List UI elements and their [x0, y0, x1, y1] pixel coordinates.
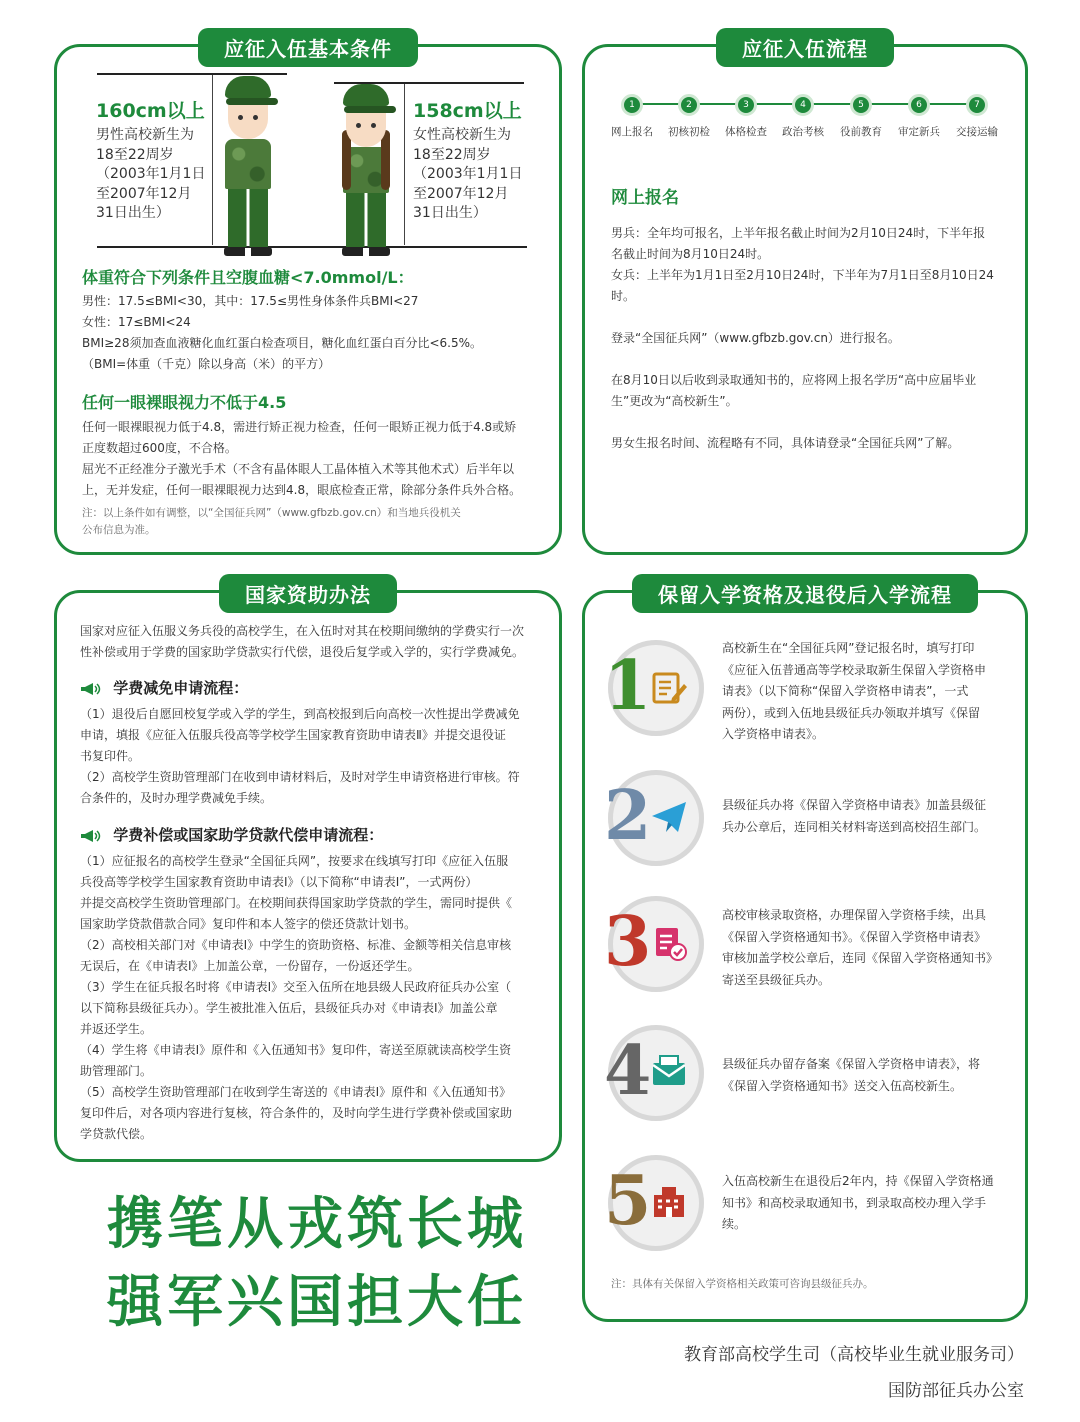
form-pen-icon: [650, 668, 688, 706]
vision-line: 上，无并发症，任何一眼裸眼视力达到4.8，眼底检查正常，除部分条件兵外合格。: [82, 483, 522, 497]
retain-line: 知书》和高校录取通知书，到录取高校办理入学手: [722, 1195, 987, 1210]
aid-h1-row: [80, 677, 248, 698]
retain-step-3-badge: [604, 896, 704, 992]
step-label: 审定新兵: [898, 126, 940, 138]
step-number: 1: [604, 646, 652, 726]
female-line: 至2007年12月: [413, 185, 509, 202]
step-dot: 1: [621, 94, 643, 116]
aid-p2-line: 并提交高校学生资助管理部门。在校期间获得国家助学贷款的学生，需同时提供《: [80, 896, 513, 910]
retain-step-5-text: [722, 1171, 1007, 1236]
online-line: 名截止时间为8月10日24时。: [611, 247, 770, 261]
retain-step-5-badge: [604, 1155, 704, 1251]
aid-p1-line: （1）退役后自愿回校复学或入学的学生，到高校报到后向高校一次性提出学费减免: [80, 707, 520, 721]
retain-line: 县级征兵办将《保留入学资格申请表》加盖县级征: [722, 798, 987, 812]
aid-p1-line: 合条件的，及时办理学费减免手续。: [80, 791, 273, 805]
aid-h2-row: [80, 824, 383, 845]
aid-intro-line: 性补偿或用于学费的国家助学贷款实行代偿，退役后复学或入学的，实行学费减免。: [80, 645, 525, 659]
online-text: [611, 223, 1011, 454]
online-line: 生”更改为“高校新生”。: [611, 394, 738, 408]
aid-p2-line: （4）学生将《申请表Ⅰ》原件和《入伍通知书》复印件，寄送至原就读高校学生资: [80, 1043, 512, 1057]
vision-line: 屈光不正经准分子激光手术（不含有晶体眼人工晶体植入术等其他术式）后半年以: [82, 462, 515, 476]
female-height-arrow: [404, 84, 405, 245]
vision-text: [82, 417, 552, 501]
retain-step-2-text: [722, 795, 1007, 838]
retain-step-1-badge: [604, 640, 704, 736]
weight-text: [82, 291, 552, 375]
online-line: 登录“全国征兵网”（www.gfbzb.gov.cn）进行报名。: [611, 331, 900, 345]
male-height-arrow: [212, 75, 213, 245]
building-icon: [650, 1183, 688, 1221]
aid-p1: [80, 704, 550, 809]
weight-line: 女性：17≤BMI<24: [82, 315, 191, 329]
aid-p1-line: 申请，填报《应征入伍服兵役高等学校学生国家教育资助申请表Ⅱ》并提交退役证: [80, 728, 506, 742]
aid-p1-line: （2）高校学生资助管理部门在收到申请材料后，及时对学生申请资格进行审核。符: [80, 770, 520, 784]
aid-intro-line: 国家对应征入伍服义务兵役的高校学生，在入伍时对其在校期间缴纳的学费实行一次: [80, 624, 525, 638]
retain-line: 高校新生在“全国征兵网”登记报名时，填写打印: [722, 641, 975, 655]
retain-line: 续。: [722, 1217, 747, 1231]
female-condition-text: [413, 126, 522, 224]
retain-line: 入伍高校新生在退役后2年内，持《保留入学资格通: [722, 1174, 994, 1188]
male-height-line: [97, 73, 287, 75]
aid-p2-line: 无误后，在《申请表Ⅰ》上加盖公章，一份留存，一份返还学生。: [80, 959, 420, 973]
retain-title: 保留入学资格及退役后入学流程: [632, 574, 978, 613]
aid-p2-line: （3）学生在征兵报名时将《申请表Ⅰ》交至入伍所在地县级人民政府征兵办公室（: [80, 980, 512, 994]
retain-line: 《保留入学资格通知书》送交入伍高校新生。: [722, 1078, 963, 1093]
retain-line: 请表》（以下简称“保留入学资格申请表”，一式: [722, 684, 969, 698]
aid-p2: [80, 851, 550, 1145]
document-check-icon: [650, 924, 688, 962]
male-line: 男性高校新生为: [96, 127, 194, 143]
slogan-line-2: 强军兴国担大任: [107, 1269, 527, 1335]
retain-line: 《保留入学资格通知书》。《保留入学资格申请表》: [722, 929, 987, 944]
retain-step-1-text: [722, 638, 1007, 746]
retain-line: 审核加盖学校公章后，连同《保留入学资格通知书》: [722, 951, 999, 965]
aid-h1: 学费减免申请流程：: [113, 679, 249, 697]
aid-p2-line: 以下简称县级征兵办）。学生被批准入伍后，县级征兵办对《申请表Ⅰ》加盖公章: [80, 1001, 498, 1015]
female-line: 18至22周岁: [413, 146, 491, 163]
retain-line: 县级征兵办留存备案《保留入学资格申请表》，将: [722, 1057, 981, 1071]
aid-p2-line: 学贷款代偿。: [80, 1127, 153, 1141]
megaphone-icon: [80, 682, 102, 696]
retain-step-4-text: [722, 1054, 1007, 1097]
step-number: 2: [604, 776, 652, 856]
aid-p2-line: 并返还学生。: [80, 1022, 153, 1036]
conditions-note: [82, 505, 552, 539]
baseline-line: [97, 246, 527, 248]
aid-p2-line: （1）应征报名的高校学生登录“全国征兵网”，按要求在线填写打印《应征入伍服: [80, 854, 509, 868]
aid-p2-line: 复印件后，对各项内容进行复核，符合条件的，及时向学生进行学费补偿或国家助: [80, 1106, 513, 1120]
step-label: 初核初检: [668, 126, 710, 138]
step-label: 役前教育: [840, 126, 882, 138]
female-soldier-illustration: [336, 84, 396, 256]
male-line: （2003年1月1日: [96, 166, 206, 182]
weight-heading: 体重符合下列条件且空腹血糖<7.0mmol/L：: [82, 268, 414, 287]
aid-p2-line: 助管理部门。: [80, 1064, 153, 1078]
retain-line: 高校审核录取资格，办理保留入学资格手续，出具: [722, 908, 987, 922]
male-soldier-illustration: [218, 76, 278, 256]
aid-p2-line: （5）高校学生资助管理部门在收到学生寄送的《申请表Ⅰ》原件和《入伍通知书》: [80, 1085, 512, 1099]
retain-line: 入学资格申请表》。: [722, 727, 825, 741]
vision-heading: 任何一眼裸眼视力不低于4.5: [82, 393, 287, 412]
online-line: [611, 307, 1011, 328]
step-dot: 4: [792, 94, 814, 116]
female-line: 31日出生）: [413, 205, 487, 221]
online-line: 在8月10日以后收到录取通知书的，应将网上报名学历“高中应届毕业: [611, 373, 977, 387]
online-line: 女兵：上半年为1月1日至2月10日24时，下半年为7月1日至8月10日24: [611, 268, 994, 282]
megaphone-icon: [80, 829, 102, 843]
step-number: 5: [604, 1161, 652, 1241]
male-line: 至2007年12月: [96, 185, 192, 202]
weight-line: （BMI=体重（千克）除以身高（米）的平方）: [82, 357, 331, 371]
aid-intro: [80, 621, 550, 663]
step-dot: 7: [966, 94, 988, 116]
retain-step-4-badge: [604, 1025, 704, 1121]
retain-note: 注：具体有关保留入学资格相关政策可咨询县级征兵办。: [611, 1278, 874, 1290]
online-line: 男兵：全年均可报名，上半年报名截止时间为2月10日24时，下半年报: [611, 226, 986, 240]
aid-h2: 学费补偿或国家助学贷款代偿申请流程：: [113, 826, 384, 844]
vision-line: 任何一眼裸眼视力低于4.8，需进行矫正视力检查，任何一眼矫正视力低于4.8或矫: [82, 420, 517, 434]
aid-p2-line: （2）高校相关部门对《申请表Ⅰ》中学生的资助资格、标准、金额等相关信息审核: [80, 938, 512, 952]
retain-step-2-badge: [604, 770, 704, 866]
aid-title: 国家资助办法: [219, 574, 397, 613]
step-label: 网上报名: [611, 126, 653, 138]
process-title: 应征入伍流程: [716, 28, 894, 67]
step-number: 4: [604, 1031, 652, 1111]
retain-step-3-text: [722, 905, 1007, 991]
issuer-2: 国防部征兵办公室: [888, 1381, 1024, 1401]
male-condition-text: [96, 126, 205, 224]
male-height-label: 160cm以上: [96, 100, 205, 122]
weight-line: BMI≥28须加查血液糖化血红蛋白检查项目，糖化血红蛋白百分比<6.5%。: [82, 336, 482, 350]
retain-line: 《应征入伍普通高等学校录取新生保留入学资格申: [722, 662, 987, 677]
slogan-line-1: 携笔从戎筑长城: [107, 1191, 527, 1257]
note-line: 公布信息为准。: [82, 524, 156, 536]
note-line: 注：以上条件如有调整，以“全国征兵网”（www.gfbzb.gov.cn）和当地兵役机关: [82, 507, 461, 519]
online-line: [611, 349, 1011, 370]
step-label: 体格检查: [725, 126, 767, 138]
male-line: 18至22周岁: [96, 146, 174, 163]
female-height-label: 158cm以上: [413, 100, 522, 122]
step-label: 政治考核: [782, 126, 824, 138]
female-line: 女性高校新生为: [413, 127, 511, 143]
retain-line: 兵办公章后，连同相关材料寄送到高校招生部门。: [722, 819, 987, 834]
step-dot: 5: [850, 94, 872, 116]
retain-line: 两份），或到入伍地县级征兵办领取并填写《保留: [722, 705, 981, 720]
issuer-1: 教育部高校学生司（高校毕业生就业服务司）: [684, 1345, 1024, 1365]
online-heading: 网上报名: [611, 188, 679, 208]
envelope-icon: [650, 1053, 688, 1091]
step-number: 3: [604, 902, 652, 982]
online-line: 时。: [611, 289, 636, 303]
conditions-title: 应征入伍基本条件: [198, 28, 418, 67]
step-label: 交接运输: [956, 126, 998, 138]
vision-line: 正度数超过600度，不合格。: [82, 441, 237, 455]
online-line: 男女生报名时间、流程略有不同，具体请登录“全国征兵网”了解。: [611, 436, 960, 450]
male-line: 31日出生）: [96, 205, 170, 221]
aid-p1-line: 书复印件。: [80, 749, 141, 763]
aid-p2-line: 国家助学贷款借款合同》复印件和本人签字的偿还贷款计划书。: [80, 917, 417, 931]
weight-line: 男性：17.5≤BMI<30，其中：17.5≤男性身体条件兵BMI<27: [82, 294, 419, 308]
step-dot: 3: [735, 94, 757, 116]
online-line: [611, 412, 1011, 433]
retain-line: 寄送至县级征兵办。: [722, 972, 831, 987]
step-dot: 6: [908, 94, 930, 116]
female-line: （2003年1月1日: [413, 166, 523, 182]
paper-plane-icon: [650, 798, 688, 836]
step-dot: 2: [678, 94, 700, 116]
aid-p2-line: 兵役高等学校学生国家教育资助申请表Ⅰ》（以下简称“申请表Ⅰ”，一式两份）: [80, 875, 478, 889]
